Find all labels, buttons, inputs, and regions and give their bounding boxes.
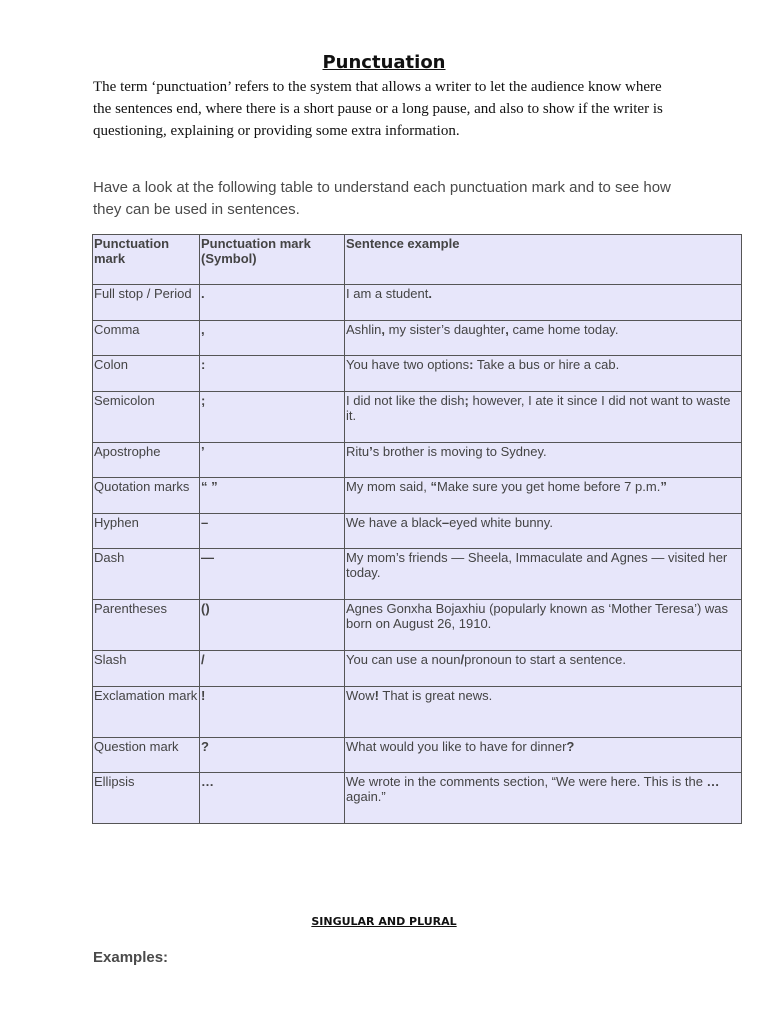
mark-symbol-cell <box>200 651 345 687</box>
table-row <box>93 549 742 600</box>
example-cell <box>345 478 742 514</box>
example-mark: / <box>460 652 465 667</box>
example-text: What would you like to have for dinner <box>346 739 567 754</box>
mark-symbol-cell <box>200 514 345 549</box>
header-cell: Punctuation mark <box>93 235 200 285</box>
example-mark: ” <box>660 479 667 494</box>
mark-symbol-cell <box>200 600 345 651</box>
mark-symbol-cell <box>200 392 345 443</box>
mark-symbol: ; <box>201 393 206 408</box>
example-mark: ? <box>566 739 575 754</box>
punctuation-table <box>92 234 742 824</box>
example-cell <box>345 321 742 356</box>
page-title: Punctuation <box>322 52 446 73</box>
example-cell <box>345 549 742 600</box>
example-text: My mom said, <box>346 479 431 494</box>
example-cell <box>345 738 742 773</box>
example-text: Ashlin <box>346 322 382 337</box>
example-text: came home today. <box>508 322 619 337</box>
mark-symbol: – <box>201 515 209 530</box>
example-text: I did not like the dish <box>346 393 465 408</box>
example-text: eyed white bunny. <box>449 515 553 530</box>
table-row <box>93 773 742 824</box>
table-row <box>93 356 742 392</box>
lead-paragraph: Have a look at the following table to understand each punctuation mark and to see how they can be used in sentences. <box>93 179 671 218</box>
mark-symbol: … <box>201 774 214 789</box>
example-cell <box>345 285 742 321</box>
mark-name-cell: Apostrophe <box>93 443 200 478</box>
example-mark: , <box>505 322 509 337</box>
example-cell <box>345 600 742 651</box>
intro-paragraph: The term ‘punctuation’ refers to the system that allows a writer to let the audience know where the sentences end, where there is a short pause or a long pause, and also to show if the writer is questioning, explaining or providing some extra information. <box>93 79 663 139</box>
mark-symbol: , <box>201 322 205 337</box>
example-cell <box>345 687 742 738</box>
table-row <box>93 285 742 321</box>
mark-symbol: () <box>201 601 210 616</box>
example-mark: ’ <box>369 444 373 459</box>
example-cell <box>345 443 742 478</box>
mark-name-cell: Comma <box>93 321 200 356</box>
examples-label: Examples: <box>93 949 169 966</box>
mark-name-cell: Dash <box>93 549 200 600</box>
example-mark: ; <box>464 393 469 408</box>
example-text: s brother is moving to Sydney. <box>372 444 547 459</box>
mark-name-cell: Ellipsis <box>93 773 200 824</box>
mark-symbol: ! <box>201 688 206 703</box>
example-text: however, I ate it since I did not want to waste it. <box>346 393 731 423</box>
mark-symbol-cell <box>200 285 345 321</box>
table-row <box>93 687 742 738</box>
mark-symbol: “ ” <box>201 479 218 494</box>
example-text: Take a bus or hire a cab. <box>473 357 620 372</box>
mark-name-cell: Slash <box>93 651 200 687</box>
mark-name-cell: Quotation marks <box>93 478 200 514</box>
mark-symbol: ? <box>201 739 209 754</box>
example-mark: ! <box>374 688 379 703</box>
example-text: pronoun to start a sentence. <box>464 652 626 667</box>
example-cell <box>345 651 742 687</box>
table-row <box>93 443 742 478</box>
mark-symbol-cell <box>200 773 345 824</box>
mark-name-cell: Question mark <box>93 738 200 773</box>
example-text: Wow <box>346 688 375 703</box>
header-cell: Punctuation mark (Symbol) <box>200 235 345 285</box>
example-mark: : <box>469 357 474 372</box>
header-cell: Sentence example <box>345 235 742 285</box>
mark-symbol: : <box>201 357 206 372</box>
example-cell <box>345 773 742 824</box>
table-row <box>93 651 742 687</box>
mark-name-cell: Hyphen <box>93 514 200 549</box>
section-heading: SINGULAR AND PLURAL <box>311 915 457 928</box>
mark-symbol-cell <box>200 738 345 773</box>
example-text: I am a student <box>346 286 429 301</box>
example-text: That is great news. <box>379 688 493 703</box>
table-row <box>93 478 742 514</box>
mark-name-cell: Colon <box>93 356 200 392</box>
mark-symbol-cell <box>200 356 345 392</box>
example-text: my sister’s daughter <box>385 322 506 337</box>
example-text: Agnes Gonxha Bojaxhiu (popularly known as ‘Mother Teresa’) was born on August 26, 1910. <box>346 601 729 631</box>
example-text: Make sure you get home before 7 p.m. <box>437 479 661 494</box>
example-text: again.” <box>346 789 386 804</box>
example-mark: … <box>706 774 720 789</box>
mark-name-cell: Full stop / Period <box>93 285 200 321</box>
example-text: You can use a noun <box>346 652 461 667</box>
example-text: You have two options <box>346 357 470 372</box>
table-row <box>93 738 742 773</box>
table-row <box>93 392 742 443</box>
table-header-row <box>93 235 742 285</box>
mark-name-cell: Semicolon <box>93 392 200 443</box>
mark-name-cell: Parentheses <box>93 600 200 651</box>
mark-symbol-cell <box>200 549 345 600</box>
mark-symbol-cell <box>200 321 345 356</box>
example-text: Ritu <box>346 444 370 459</box>
example-cell <box>345 392 742 443</box>
example-text: We wrote in the comments section, “We were here. This is the <box>346 774 707 789</box>
example-mark: – <box>441 515 450 530</box>
example-cell <box>345 356 742 392</box>
mark-symbol-cell <box>200 687 345 738</box>
mark-symbol: / <box>201 652 205 667</box>
table-row <box>93 514 742 549</box>
mark-symbol: — <box>201 550 214 565</box>
table-row <box>93 321 742 356</box>
mark-symbol-cell <box>200 478 345 514</box>
example-mark: “ <box>430 479 438 494</box>
example-cell <box>345 514 742 549</box>
mark-symbol-cell <box>200 443 345 478</box>
example-text: We have a black <box>346 515 442 530</box>
example-text: My mom’s friends — Sheela, Immaculate and Agnes — visited her today. <box>346 550 728 580</box>
example-mark: , <box>381 322 386 337</box>
mark-symbol: ’ <box>201 444 205 459</box>
table-row <box>93 600 742 651</box>
mark-symbol: . <box>201 286 205 301</box>
mark-name-cell: Exclamation mark <box>93 687 200 738</box>
example-mark: . <box>428 286 433 301</box>
